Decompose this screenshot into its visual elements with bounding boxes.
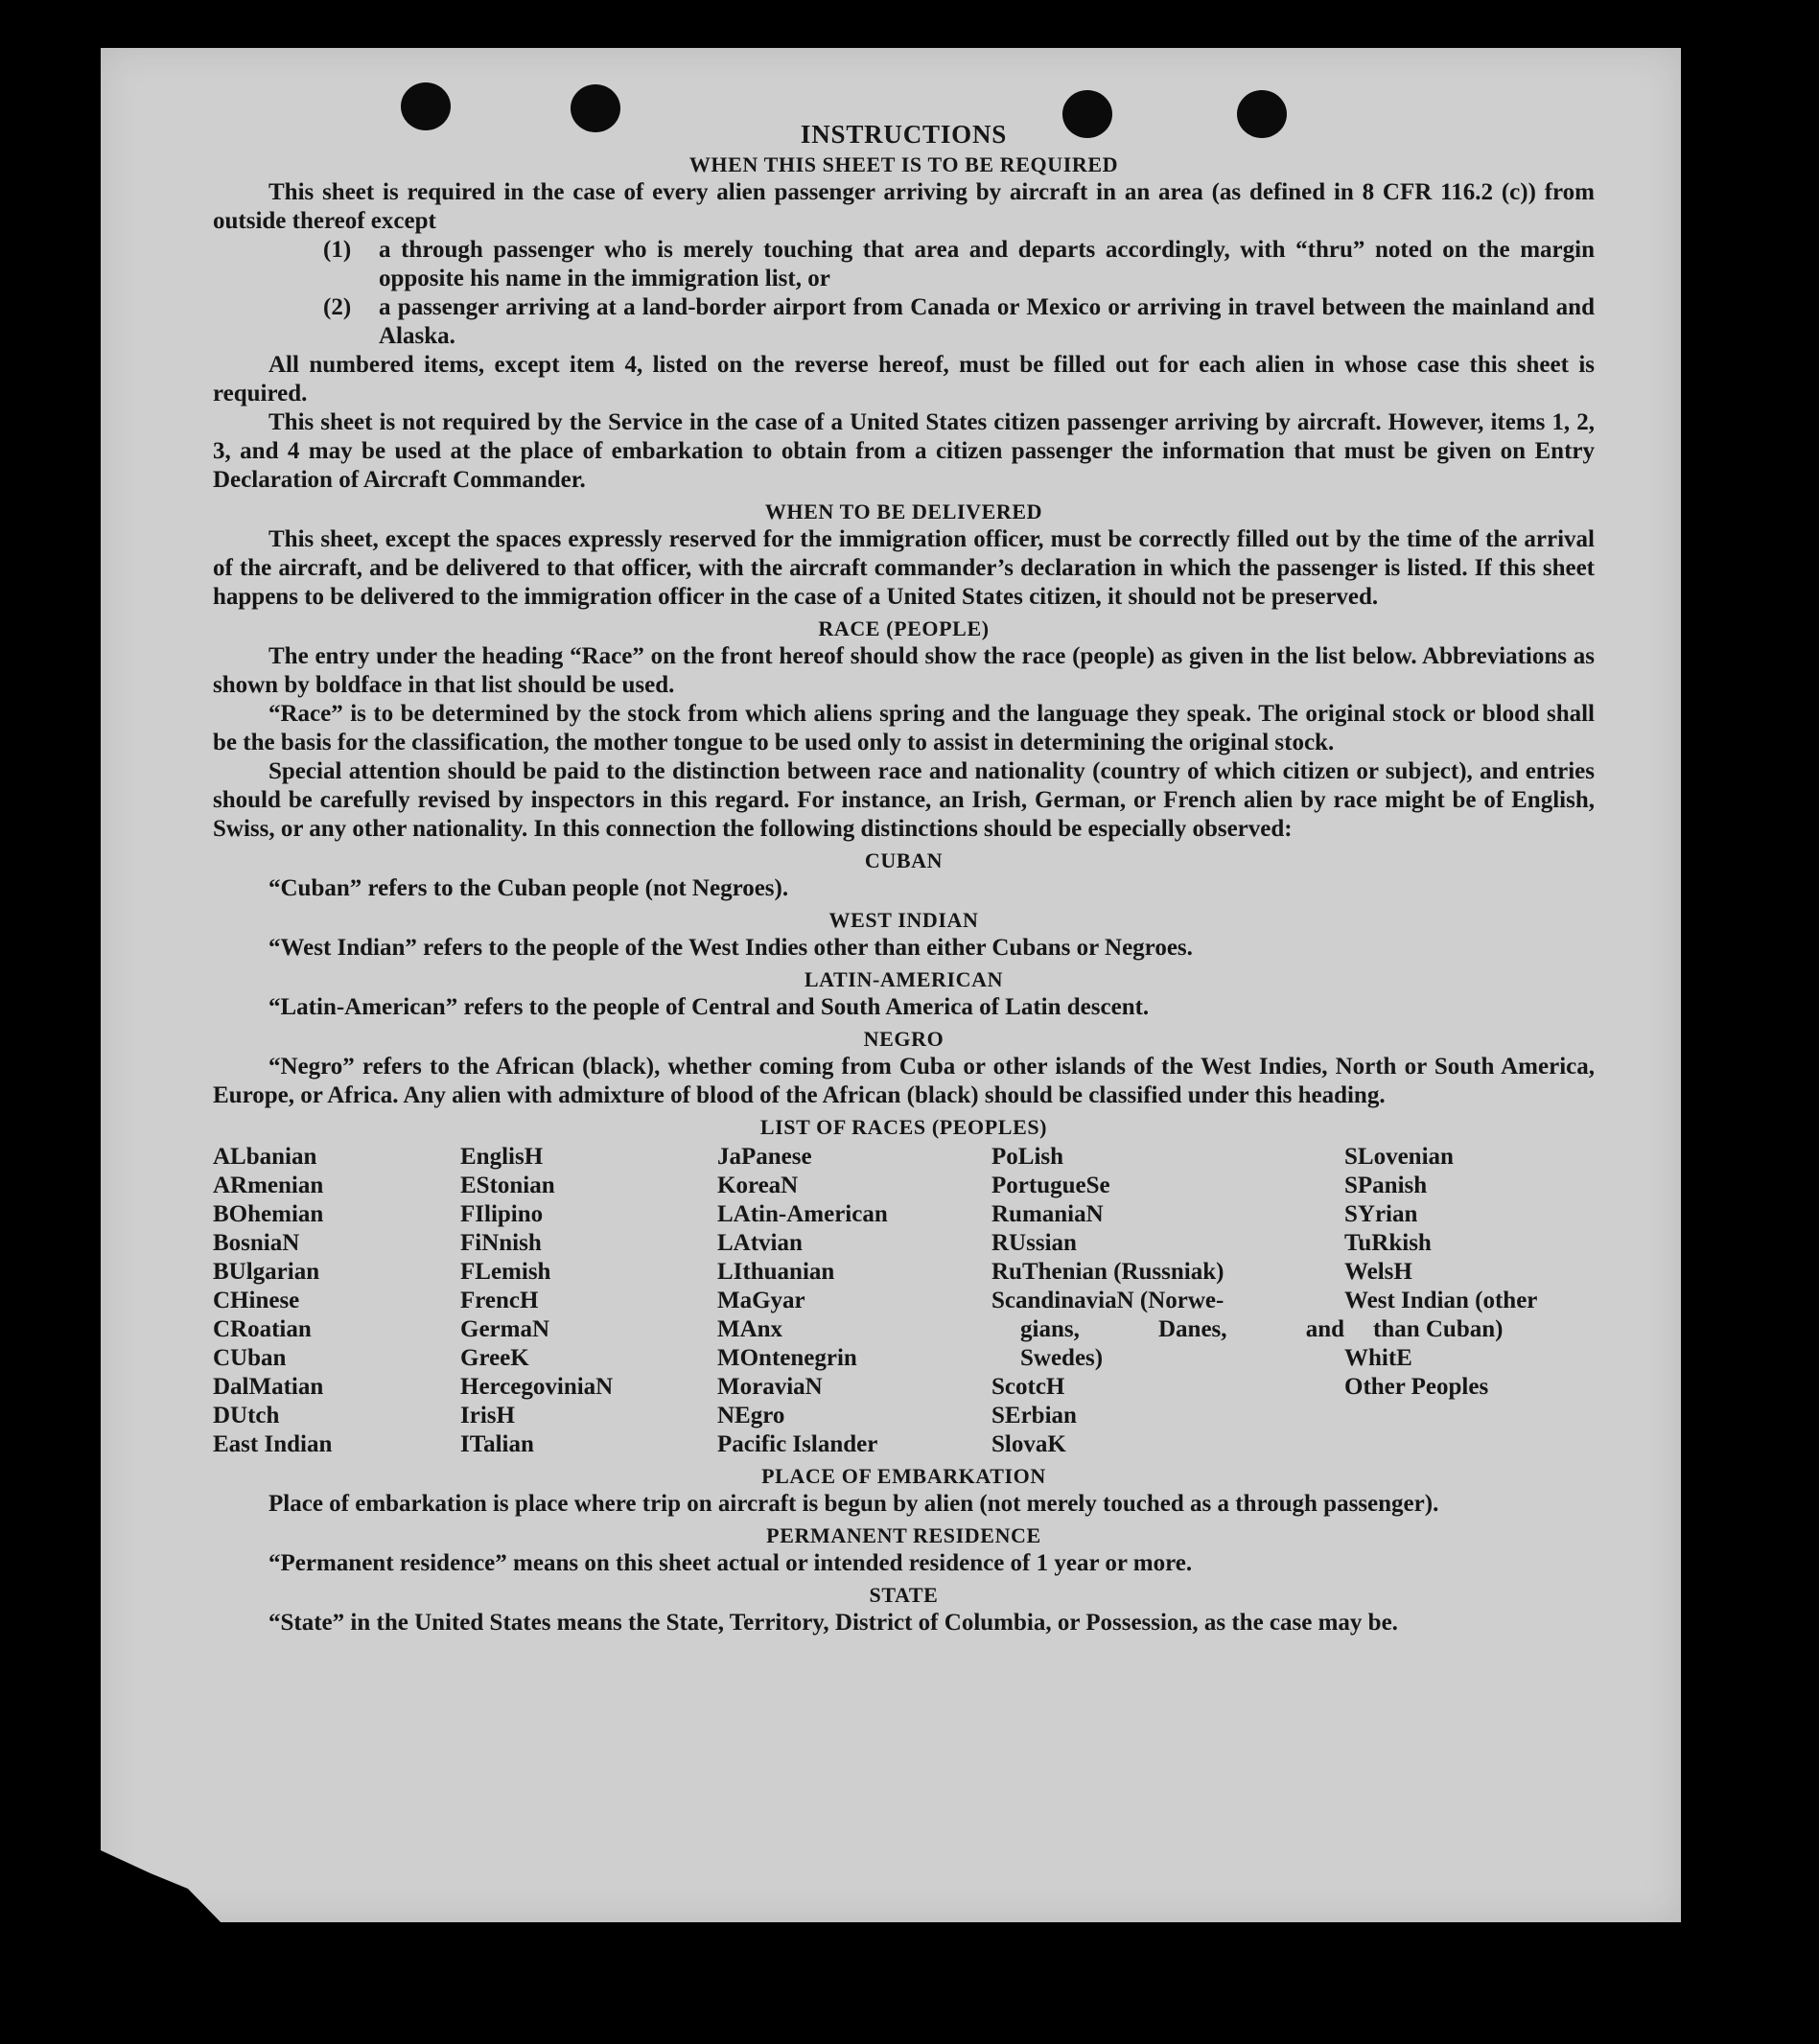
item-text: a through passenger who is merely touching that area and departs accordingly, with “thru” noted on the margin opposite his name in the immigration list, or bbox=[379, 237, 1595, 291]
race-entry: FiNnish bbox=[460, 1230, 542, 1256]
paragraph: This sheet is required in the case of every alien passenger arriving by aircraft in an area (as defined in 8 CFR 116.2 (c)) from outside thereof except bbox=[213, 179, 1595, 234]
section-heading: LATIN-AMERICAN bbox=[804, 967, 1004, 991]
race-entry: MOntenegrin bbox=[717, 1345, 857, 1371]
section-heading: CUBAN bbox=[864, 848, 944, 872]
race-entry: GermaN bbox=[460, 1316, 550, 1342]
races-column bbox=[1344, 1143, 1595, 1459]
race-entry: RumaniaN bbox=[991, 1201, 1104, 1227]
section-heading: PLACE OF EMBARKATION bbox=[761, 1464, 1046, 1488]
race-entry: RuThenian (Russniak) bbox=[991, 1259, 1224, 1285]
race-entry: ALbanian bbox=[213, 1144, 317, 1170]
race-entry: MAnx bbox=[717, 1316, 783, 1342]
paragraph: Place of embarkation is place where trip on aircraft is begun by alien (not merely touched as a through passenger). bbox=[268, 1491, 1439, 1517]
race-entry: Other Peoples bbox=[1344, 1374, 1489, 1400]
race-entry: BOhemian bbox=[213, 1201, 324, 1227]
race-entry: RUssian bbox=[991, 1230, 1077, 1256]
race-entry: CRoatian bbox=[213, 1316, 312, 1342]
race-entry: ARmenian bbox=[213, 1173, 324, 1198]
race-entry: SYrian bbox=[1344, 1201, 1418, 1227]
races-column bbox=[717, 1143, 991, 1459]
race-entry: EStonian bbox=[460, 1173, 555, 1198]
race-entry: PortugueSe bbox=[991, 1173, 1110, 1198]
item-number: (1) bbox=[323, 237, 352, 263]
paragraph: “Latin-American” refers to the people of Central and South America of Latin descent. bbox=[268, 994, 1150, 1020]
race-entry: NEgro bbox=[717, 1403, 785, 1428]
race-entry: WelsH bbox=[1344, 1259, 1412, 1285]
race-entry: KoreaN bbox=[717, 1173, 799, 1198]
race-entry: GreeK bbox=[460, 1345, 529, 1371]
race-entry: TuRkish bbox=[1344, 1230, 1432, 1256]
race-entry: IrisH bbox=[460, 1403, 515, 1428]
section-heading: STATE bbox=[869, 1583, 939, 1607]
race-entry: DalMatian bbox=[213, 1374, 324, 1400]
race-entry: PoLish bbox=[991, 1144, 1064, 1170]
race-entry: West Indian (other bbox=[1344, 1288, 1538, 1313]
race-entry: FLemish bbox=[460, 1259, 551, 1285]
paragraph: “Race” is to be determined by the stock from which aliens spring and the language they speak. The original stock or blood shall be the basis for the classification, the mother tongue to be used only to assist in determining the original stock. bbox=[213, 701, 1595, 755]
race-entry: SlovaK bbox=[991, 1431, 1066, 1457]
paragraph: Special attention should be paid to the distinction between race and nationality (country of which citizen or subject), and entries should be carefully revised by inspectors in this regard. For instance, an Irish, German, or French alien by race might be of English, Swiss, or any other nationality. In this connection the following distinctions should be especially observed: bbox=[213, 758, 1595, 842]
race-entry: SPanish bbox=[1344, 1173, 1428, 1198]
race-entry: ITalian bbox=[460, 1431, 534, 1457]
race-entry: Pacific Islander bbox=[717, 1431, 878, 1457]
race-entry bbox=[991, 1315, 1344, 1344]
section-heading: PERMANENT RESIDENCE bbox=[766, 1523, 1041, 1547]
race-entry: SErbian bbox=[991, 1403, 1077, 1428]
race-entry: Swedes) bbox=[1020, 1345, 1104, 1371]
race-entry: MoraviaN bbox=[717, 1374, 823, 1400]
race-entry: HercegoviniaN bbox=[460, 1374, 614, 1400]
paragraph: “Cuban” refers to the Cuban people (not Negroes). bbox=[268, 875, 789, 901]
list-item bbox=[213, 293, 1595, 351]
race-entry: ScotcH bbox=[991, 1374, 1065, 1400]
paragraph: This sheet, except the spaces expressly reserved for the immigration officer, must be correctly filled out by the time of the arrival of the aircraft, and be delivered to that officer, with the aircraft commander’s declaration in which the passenger is listed. If this sheet happens to be delivered to the immigration officer in the case of a United States citizen, it should not be preserved. bbox=[213, 526, 1595, 610]
race-entry: JaPanese bbox=[717, 1144, 812, 1170]
section-heading: WEST INDIAN bbox=[828, 908, 979, 932]
race-entry: BUlgarian bbox=[213, 1259, 320, 1285]
race-entry: CHinese bbox=[213, 1288, 300, 1313]
race-entry: FrencH bbox=[460, 1288, 539, 1313]
race-entry: FIlipino bbox=[460, 1201, 544, 1227]
paragraph: “West Indian” refers to the people of the West Indies other than either Cubans or Negroes. bbox=[268, 935, 1193, 961]
race-entry: MaGyar bbox=[717, 1288, 805, 1313]
item-number: (2) bbox=[323, 294, 352, 320]
races-column bbox=[460, 1143, 717, 1459]
race-entry: ScandinaviaN (Norwe- bbox=[991, 1288, 1224, 1313]
section-heading: NEGRO bbox=[863, 1027, 944, 1051]
race-entry: CUban bbox=[213, 1345, 287, 1371]
race-entry: BosniaN bbox=[213, 1230, 300, 1256]
race-entry: EnglisH bbox=[460, 1144, 544, 1170]
section-heading: LIST OF RACES (PEOPLES) bbox=[759, 1115, 1048, 1139]
list-item bbox=[213, 236, 1595, 293]
race-entry: SLovenian bbox=[1344, 1144, 1454, 1170]
races-column bbox=[991, 1143, 1344, 1459]
race-entry: East Indian bbox=[213, 1431, 333, 1457]
race-entry-continued: gians, Danes, and bbox=[1020, 1316, 1344, 1342]
section-heading: RACE (PEOPLE) bbox=[818, 616, 990, 640]
race-entry: WhitE bbox=[1344, 1345, 1412, 1371]
race-entry: DUtch bbox=[213, 1403, 280, 1428]
races-column bbox=[213, 1143, 460, 1459]
races-list bbox=[213, 1143, 1595, 1459]
paragraph: The entry under the heading “Race” on the front hereof should show the race (people) as given in the list below. Abbreviations as shown by boldface in that list should be used. bbox=[213, 643, 1595, 698]
race-entry: LAtin-American bbox=[717, 1201, 888, 1227]
paragraph: “Permanent residence” means on this sheet actual or intended residence of 1 year or more. bbox=[268, 1550, 1193, 1576]
instructions-text bbox=[213, 117, 1595, 1638]
paragraph: All numbered items, except item 4, listed on the reverse hereof, must be filled out for each alien in whose case this sheet is required. bbox=[213, 352, 1595, 406]
paragraph: “State” in the United States means the State, Territory, District of Columbia, or Possession, as the case may be. bbox=[268, 1610, 1398, 1636]
paragraph: “Negro” refers to the African (black), whether coming from Cuba or other islands of the West Indies, North or South America, Europe, or Africa. Any alien with admixture of blood of the African (black) should be classified under this heading. bbox=[213, 1054, 1595, 1108]
item-text: a passenger arriving at a land-border airport from Canada or Mexico or arriving in travel between the mainland and Alaska. bbox=[379, 294, 1595, 349]
race-entry: LIthuanian bbox=[717, 1259, 835, 1285]
section-heading: WHEN THIS SHEET IS TO BE REQUIRED bbox=[688, 152, 1119, 176]
page-title: INSTRUCTIONS bbox=[800, 120, 1008, 149]
race-entry: LAtvian bbox=[717, 1230, 803, 1256]
race-entry: than Cuban) bbox=[1373, 1316, 1504, 1342]
section-heading: WHEN TO BE DELIVERED bbox=[764, 499, 1043, 523]
paragraph: This sheet is not required by the Service in the case of a United States citizen passenger arriving by aircraft. However, items 1, 2, 3, and 4 may be used at the place of embarkation to obtain from a citizen passenger the information that must be given on Entry Declaration of Aircraft Commander. bbox=[213, 409, 1595, 493]
